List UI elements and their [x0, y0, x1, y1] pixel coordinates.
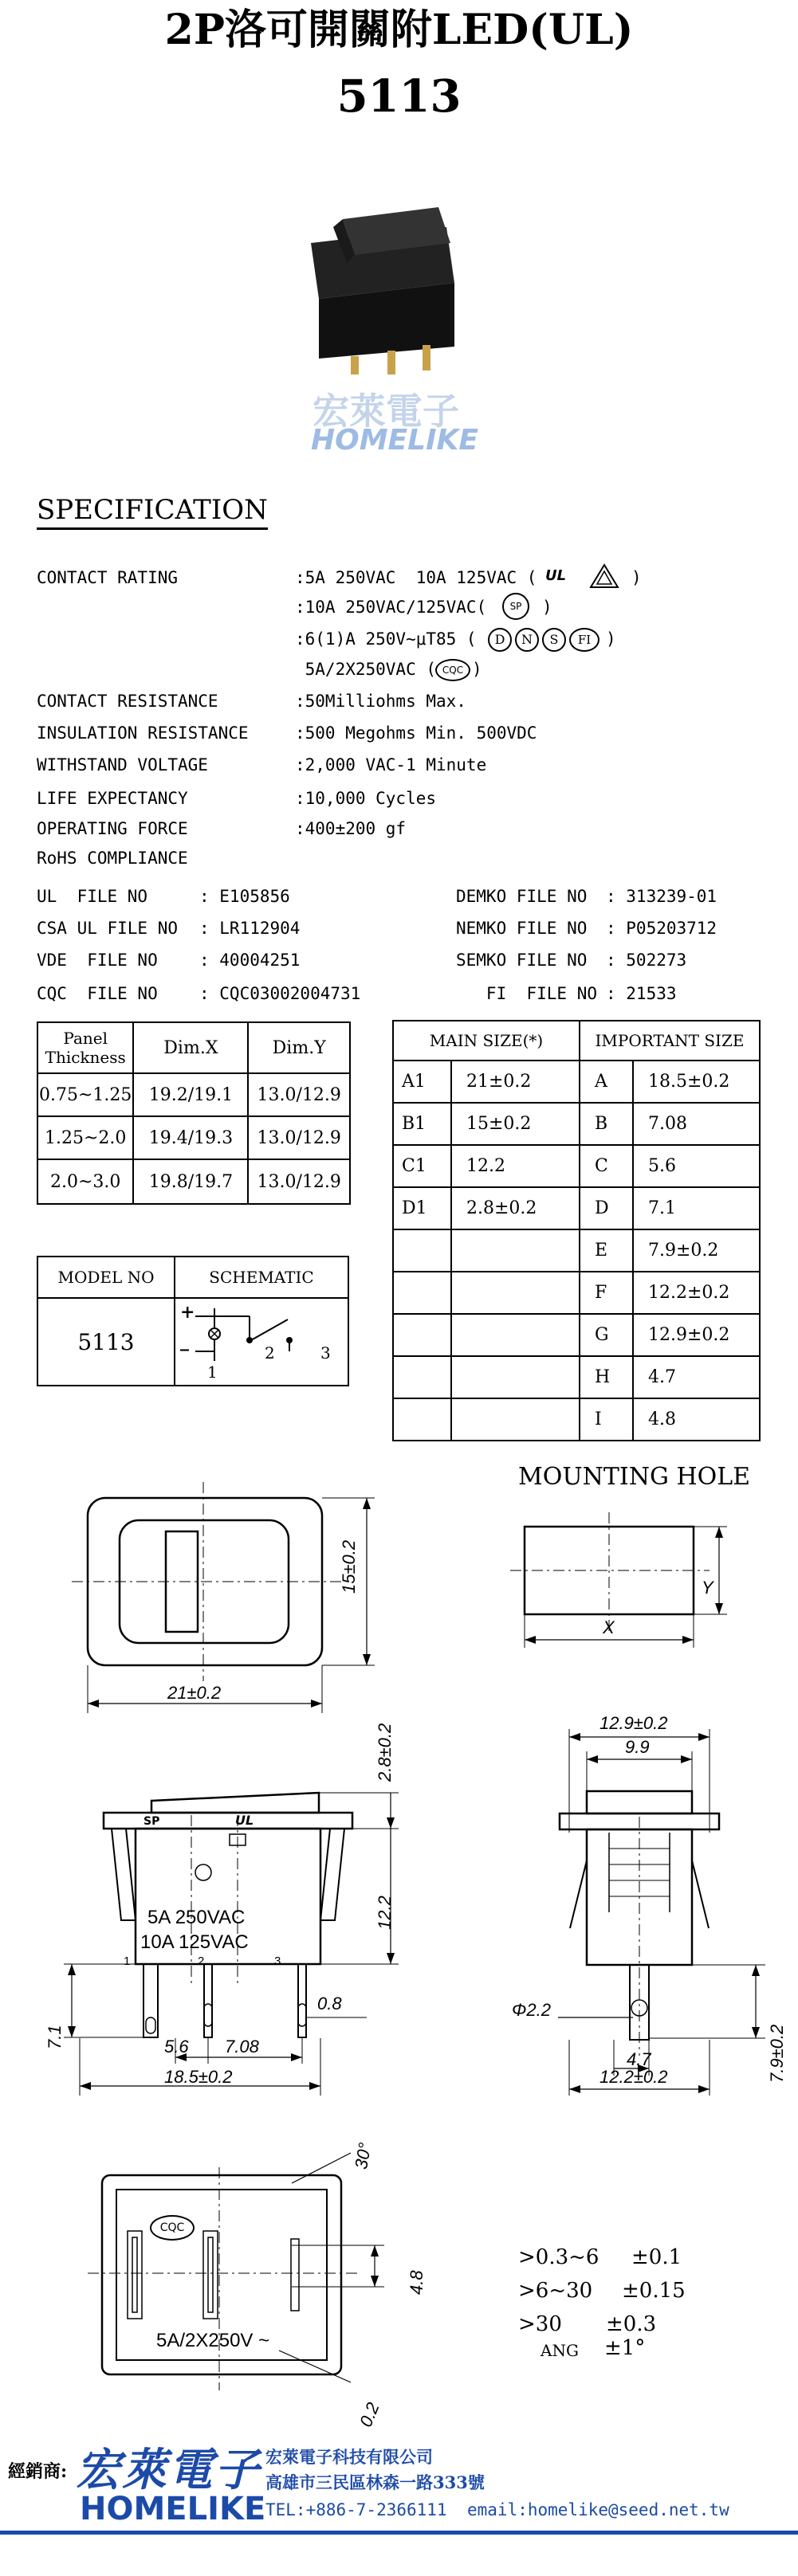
dim-side-d2: 12.2 — [375, 1896, 395, 1930]
spec-heading: SPECIFICATION — [37, 494, 268, 530]
distributor-label: 經銷商: — [8, 2461, 68, 2482]
model-header: MODEL NO — [37, 1257, 175, 1298]
schematic-pin: 3 — [320, 1343, 331, 1362]
size-cell: 4.7 — [633, 1356, 760, 1398]
company-name: 宏萊電子科技有限公司 — [265, 2447, 433, 2467]
tol-value: ±0.15 — [622, 2279, 686, 2303]
semko-mark-icon: S — [542, 628, 566, 652]
bottom-label: 5A/2X250V ~ — [156, 2330, 270, 2351]
size-cell: A1 — [393, 1061, 451, 1103]
spec-value: 5A/2X250VAC ( — [295, 660, 437, 679]
cqc-mark-icon: CQC — [150, 2215, 195, 2241]
tol-range: ANG — [541, 2341, 579, 2360]
demko-mark-icon: D — [488, 628, 512, 652]
model-table — [37, 1256, 349, 1386]
schematic-minus: _ — [180, 1331, 189, 1351]
dim-end-d6: 12.2±0.2 — [599, 2067, 668, 2087]
panel-cell: 13.0/12.9 — [248, 1073, 350, 1116]
dim-end-d1: 12.9±0.2 — [599, 1713, 668, 1733]
file-label: NEMKO FILE NO — [456, 919, 598, 938]
file-value: : P05203712 — [606, 919, 717, 938]
size-cell: 18.5±0.2 — [633, 1061, 760, 1103]
file-value: : 313239-01 — [606, 887, 717, 906]
csa-mark-icon: SP — [143, 1815, 160, 1828]
dim-side-d5: 5.6 — [164, 2037, 189, 2056]
spec-label: WITHSTAND VOLTAGE — [37, 755, 208, 774]
size-cell — [393, 1272, 451, 1314]
dim-top-height: 15±0.2 — [339, 1539, 359, 1594]
top-view-drawing — [72, 1482, 407, 1713]
bottom-view-drawing — [88, 2151, 407, 2414]
company-email: email:homelike@seed.net.tw — [467, 2500, 729, 2519]
dim-side-d7: 18.5±0.2 — [164, 2067, 233, 2087]
dim-hole-x: X — [603, 1617, 615, 1637]
size-cell: F — [580, 1272, 633, 1314]
spec-label: RoHS COMPLIANCE — [37, 849, 188, 868]
dim-side-d4: 0.8 — [317, 1994, 342, 2013]
panel-cell: 0.75~1.25 — [37, 1073, 133, 1116]
schematic-pin: 1 — [207, 1362, 218, 1382]
mounting-hole-title: MOUNTING HOLE — [518, 1463, 751, 1491]
spec-value: :10,000 Cycles — [295, 789, 437, 808]
file-value: : 502273 — [606, 951, 687, 970]
size-cell: E — [580, 1229, 633, 1272]
dim-side-d3: 7.1 — [45, 2025, 65, 2049]
cqc-mark-icon: CQC — [435, 659, 470, 681]
schematic-cell — [175, 1298, 348, 1386]
size-cell: 21±0.2 — [451, 1061, 580, 1103]
panel-header: Dim.Y — [248, 1022, 350, 1073]
size-cell: 12.2±0.2 — [633, 1272, 760, 1314]
size-cell: 15±0.2 — [451, 1103, 580, 1145]
size-cell: A — [580, 1061, 633, 1103]
panel-cell: 19.8/19.7 — [133, 1159, 248, 1204]
size-cell: G — [580, 1314, 633, 1356]
panel-table — [37, 1021, 351, 1205]
panel-cell: 13.0/12.9 — [248, 1159, 350, 1204]
size-cell: 4.8 — [633, 1398, 760, 1441]
size-cell: 5.6 — [633, 1145, 760, 1187]
footer-logo-cn: 宏萊電子 — [76, 2445, 261, 2496]
file-label: UL FILE NO — [37, 887, 168, 906]
panel-cell: 19.4/19.3 — [133, 1116, 248, 1159]
dim-bottom-d3: 0.2 — [356, 2399, 383, 2430]
size-cell: D1 — [393, 1187, 451, 1229]
size-cell: 2.8±0.2 — [451, 1187, 580, 1229]
company-address: 高雄市三民區林森一路333號 — [265, 2472, 485, 2492]
size-header: MAIN SIZE(*) — [393, 1021, 580, 1061]
model-cell: 5113 — [37, 1298, 175, 1386]
size-cell: D — [580, 1187, 633, 1229]
panel-header: Dim.X — [133, 1022, 248, 1073]
size-cell: B1 — [393, 1103, 451, 1145]
size-cell — [393, 1398, 451, 1441]
tol-value: ±0.1 — [631, 2245, 682, 2269]
tol-value: ±1° — [604, 2336, 646, 2360]
panel-cell: 2.0~3.0 — [37, 1159, 133, 1204]
dim-end-d2: 9.9 — [625, 1737, 650, 1757]
spec-close: ) — [606, 629, 616, 649]
dim-top-width: 21±0.2 — [167, 1683, 222, 1703]
panel-cell: 1.25~2.0 — [37, 1116, 133, 1159]
schematic-pin: 2 — [265, 1343, 275, 1362]
spec-close: ) — [472, 660, 482, 679]
tol-value: ±0.3 — [606, 2312, 657, 2336]
size-cell — [451, 1356, 580, 1398]
file-label: CSA UL FILE NO — [37, 919, 188, 938]
spec-value: :10A 250VAC/125VAC( — [295, 598, 487, 617]
size-cell — [393, 1356, 451, 1398]
dim-side-d6: 7.08 — [225, 2037, 259, 2056]
spec-value: :500 Megohms Min. 500VDC — [295, 723, 537, 743]
size-table — [392, 1020, 761, 1441]
size-cell: 12.9±0.2 — [633, 1314, 760, 1356]
spec-label: CONTACT RESISTANCE — [37, 692, 218, 711]
tol-range: >30 — [518, 2312, 562, 2336]
size-cell: C — [580, 1145, 633, 1187]
dim-side-d1: 2.8±0.2 — [375, 1723, 395, 1782]
size-cell: B — [580, 1103, 633, 1145]
size-cell: 7.9±0.2 — [633, 1229, 760, 1272]
side-pin: 1 — [124, 1955, 131, 1968]
dim-bottom-d1: 30° — [351, 2141, 375, 2171]
size-cell — [451, 1314, 580, 1356]
size-cell — [451, 1272, 580, 1314]
spec-value: :400±200 gf — [295, 819, 407, 838]
triangle-mark-icon — [588, 563, 620, 590]
file-label: CQC FILE NO — [37, 984, 179, 1003]
file-value: : 21533 — [606, 984, 677, 1003]
footer-rule — [0, 2531, 798, 2535]
model-number: 5113 — [336, 70, 462, 123]
panel-header: Panel Thickness — [37, 1022, 133, 1073]
panel-cell: 19.2/19.1 — [133, 1073, 248, 1116]
dim-end-d3: 7.9±0.2 — [767, 2024, 787, 2083]
size-cell: C1 — [393, 1145, 451, 1187]
size-cell — [393, 1229, 451, 1272]
size-cell — [451, 1398, 580, 1441]
size-cell — [451, 1229, 580, 1272]
spec-label: INSULATION RESISTANCE — [37, 723, 249, 743]
spec-value: :2,000 VAC-1 Minute — [295, 755, 487, 774]
size-cell: H — [580, 1356, 633, 1398]
size-cell: 7.1 — [633, 1187, 760, 1229]
csa-mark-icon: SP — [502, 593, 529, 620]
side-label-2: 10A 125VAC — [140, 1931, 249, 1953]
size-cell: 7.08 — [633, 1103, 760, 1145]
file-label: SEMKO FILE NO — [456, 951, 598, 970]
panel-cell: 13.0/12.9 — [248, 1116, 350, 1159]
ul-mark-icon: UL — [545, 567, 567, 584]
end-view-drawing — [510, 1721, 773, 2096]
spec-value: :50Milliohms Max. — [295, 692, 466, 711]
file-value: : E105856 — [199, 887, 290, 906]
file-value: : 40004251 — [199, 951, 301, 970]
logo-watermark-en: HOMELIKE — [311, 424, 478, 457]
side-pin: 3 — [274, 1955, 281, 1968]
size-cell — [393, 1314, 451, 1356]
dim-end-d4: Φ2.2 — [512, 2000, 551, 2020]
spec-label: LIFE EXPECTANCY — [37, 789, 188, 808]
side-label-1: 5A 250VAC — [147, 1907, 246, 1928]
spec-label: CONTACT RATING — [37, 568, 179, 587]
company-tel: TEL:+886-7-2366111 — [265, 2500, 447, 2519]
product-photo — [295, 187, 486, 374]
spec-close: ) — [631, 568, 642, 587]
file-value: : CQC03002004731 — [199, 984, 361, 1003]
fimko-mark-icon: FI — [569, 628, 599, 652]
tol-range: >0.3~6 — [518, 2245, 599, 2269]
file-label: FI FILE NO — [456, 984, 607, 1003]
schematic-diagram — [176, 1300, 347, 1383]
file-label: DEMKO FILE NO — [456, 887, 598, 906]
spec-value: :5A 250VAC 10A 125VAC ( — [295, 568, 537, 587]
side-pin: 2 — [198, 1955, 205, 1968]
model-header: SCHEMATIC — [175, 1257, 348, 1298]
footer-logo-en: HOMELIKE — [80, 2491, 266, 2527]
dim-end-d5: 4.7 — [627, 2049, 651, 2069]
spec-label: OPERATING FORCE — [37, 819, 188, 838]
spec-close: ) — [542, 598, 552, 617]
dim-hole-y: Y — [702, 1578, 713, 1598]
schematic-plus: + — [180, 1302, 195, 1323]
nemko-mark-icon: N — [515, 628, 539, 652]
ul-mark-icon: UL — [235, 1813, 254, 1828]
spec-value: :6(1)A 250V~μT85 ( — [295, 629, 477, 649]
size-header: IMPORTANT SIZE — [580, 1021, 760, 1061]
file-label: VDE FILE NO — [37, 951, 179, 970]
file-value: : LR112904 — [199, 919, 301, 938]
size-cell: 12.2 — [451, 1145, 580, 1187]
logo-watermark-cn: 宏萊電子 — [313, 390, 459, 433]
dim-bottom-d2: 4.8 — [407, 2270, 427, 2295]
page-title: 2P洛可開關附LED(UL) — [164, 6, 634, 54]
size-cell: I — [580, 1398, 633, 1441]
tol-range: >6~30 — [518, 2279, 593, 2303]
